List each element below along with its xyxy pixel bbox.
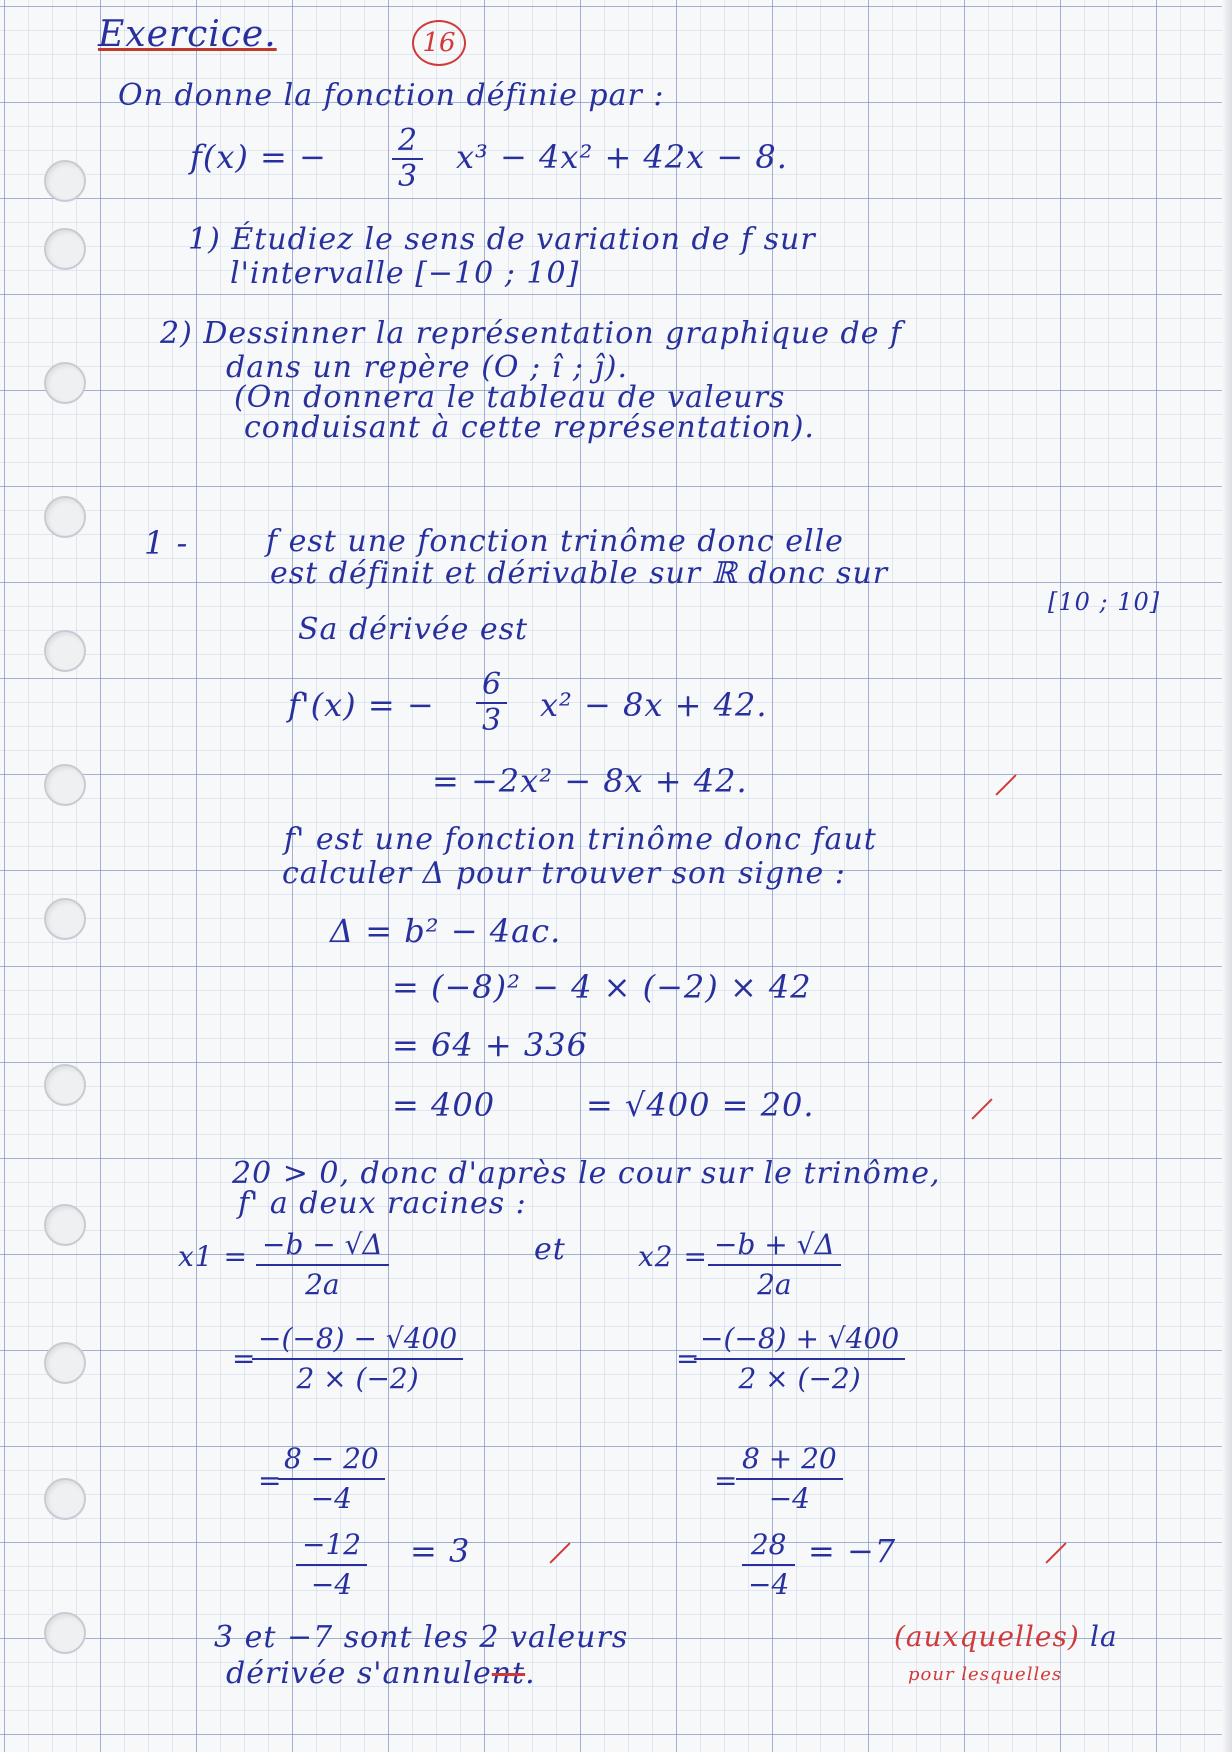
derivative-left: f'(x) = − [288, 686, 435, 724]
x1-label: x1 = [178, 1240, 248, 1273]
binder-hole [44, 1204, 86, 1246]
binder-hole [44, 898, 86, 940]
fraction-denominator: 3 [398, 159, 418, 194]
x1-result: = 3 [410, 1532, 471, 1570]
fraction-denominator: −4 [310, 1482, 352, 1515]
fraction-numerator: −(−8) − √400 [252, 1320, 463, 1360]
page-edge [1222, 0, 1232, 1752]
binder-hole [44, 630, 86, 672]
fraction-denominator: 2a [305, 1268, 340, 1301]
function-def-left: f(x) = − [190, 138, 327, 176]
binder-hole [44, 160, 86, 202]
corrected-word: (auxquelles) [894, 1620, 1080, 1653]
binder-hole [44, 496, 86, 538]
fraction-denominator: 2 × (−2) [296, 1362, 419, 1395]
binder-hole [44, 228, 86, 270]
answer-label: 1 - [144, 524, 189, 562]
binder-hole [44, 1612, 86, 1654]
conclusion-text: dérivée s'annule [226, 1656, 492, 1691]
fraction-numerator: 6 [476, 668, 507, 704]
equals-sign: = [232, 1342, 257, 1375]
delta-step-1: = (−8)² − 4 × (−2) × 42 [392, 968, 812, 1006]
binder-hole [44, 1064, 86, 1106]
x1-step-2 [278, 1440, 385, 1518]
exercise-title: Exercice. [98, 14, 277, 55]
x1-step-1 [252, 1320, 463, 1398]
question-2-line3: (On donnera le tableau de valeurs [234, 380, 786, 415]
exercise-number: 16 [412, 20, 466, 66]
x2-step-1 [694, 1320, 905, 1398]
question-2-line2: dans un repère (O ; î ; ĵ). [226, 350, 628, 385]
fraction-numerator: −b + √Δ [708, 1226, 841, 1266]
conclusion-line1: 3 et −7 sont les 2 valeurs [214, 1620, 629, 1655]
fraction-denominator: −4 [768, 1482, 810, 1515]
equals-sign: = [676, 1342, 701, 1375]
equals-sign: = [714, 1464, 739, 1497]
fraction-denominator: 2a [757, 1268, 792, 1301]
teacher-correction: pour lesquelles [908, 1664, 1063, 1685]
conclusion-period: . [525, 1656, 536, 1691]
fraction-numerator: −(−8) + √400 [694, 1320, 905, 1360]
struck-text: nt [491, 1656, 526, 1691]
statement-intro: On donne la fonction définie par : [118, 78, 665, 113]
question-2-line1: 2) Dessinner la représentation graphique de f [160, 316, 903, 351]
binder-hole [44, 362, 86, 404]
function-def-coefficient [392, 124, 423, 194]
x2-label: x2 = [638, 1240, 708, 1273]
delta-value: = 400 [392, 1086, 496, 1124]
answer-line2: est définit et dérivable sur ℝ donc sur [270, 556, 889, 591]
fraction-numerator: 8 + 20 [736, 1440, 843, 1480]
answer-interval: [10 ; 10] [1048, 588, 1161, 616]
conclusion-line2 [226, 1656, 536, 1691]
x1-step-3 [296, 1526, 367, 1604]
sqrt-delta: = √400 = 20. [586, 1086, 815, 1124]
roots-line1: 20 > 0, donc d'après le cour sur le trinôme, [232, 1156, 941, 1191]
derivative-right: x² − 8x + 42. [540, 686, 768, 724]
fraction-denominator: 2 × (−2) [738, 1362, 861, 1395]
fraction-denominator: −4 [748, 1568, 790, 1601]
fraction-numerator: 2 [392, 124, 423, 160]
answer-line1: f est une fonction trinôme donc elle [266, 524, 844, 559]
question-1-line2: l'intervalle [−10 ; 10] [230, 256, 580, 291]
fraction-numerator: 8 − 20 [278, 1440, 385, 1480]
trinome-line1: f' est une fonction trinôme donc faut [284, 822, 877, 857]
question-1-line1: 1) Étudiez le sens de variation de f sur [188, 222, 816, 257]
binder-hole [44, 1478, 86, 1520]
function-def-right: x³ − 4x² + 42x − 8. [456, 138, 788, 176]
derivative-intro: Sa dérivée est [298, 612, 529, 647]
x2-formula [708, 1226, 841, 1304]
conclusion-line1-end: la [1090, 1620, 1118, 1653]
binder-hole [44, 764, 86, 806]
x1-formula [256, 1226, 389, 1304]
fraction-numerator: −12 [296, 1526, 367, 1566]
question-2-line4: conduisant à cette représentation). [244, 410, 815, 445]
x2-result: = −7 [808, 1532, 897, 1570]
fraction-denominator: 3 [482, 703, 502, 738]
x2-step-2 [736, 1440, 843, 1518]
roots-line2: f' a deux racines : [238, 1186, 527, 1221]
equals-sign: = [258, 1464, 283, 1497]
derivative-coefficient [476, 668, 507, 738]
fraction-numerator: 28 [742, 1526, 795, 1566]
delta-step-2: = 64 + 336 [392, 1026, 588, 1064]
binder-hole [44, 1342, 86, 1384]
delta-formula: Δ = b² − 4ac. [330, 912, 562, 950]
x2-step-3 [742, 1526, 795, 1604]
derivative-simplified: = −2x² − 8x + 42. [432, 762, 748, 800]
fraction-denominator: −4 [310, 1568, 353, 1601]
trinome-line2: calculer Δ pour trouver son signe : [282, 856, 846, 891]
and-word: et [534, 1232, 566, 1267]
fraction-numerator: −b − √Δ [256, 1226, 389, 1266]
